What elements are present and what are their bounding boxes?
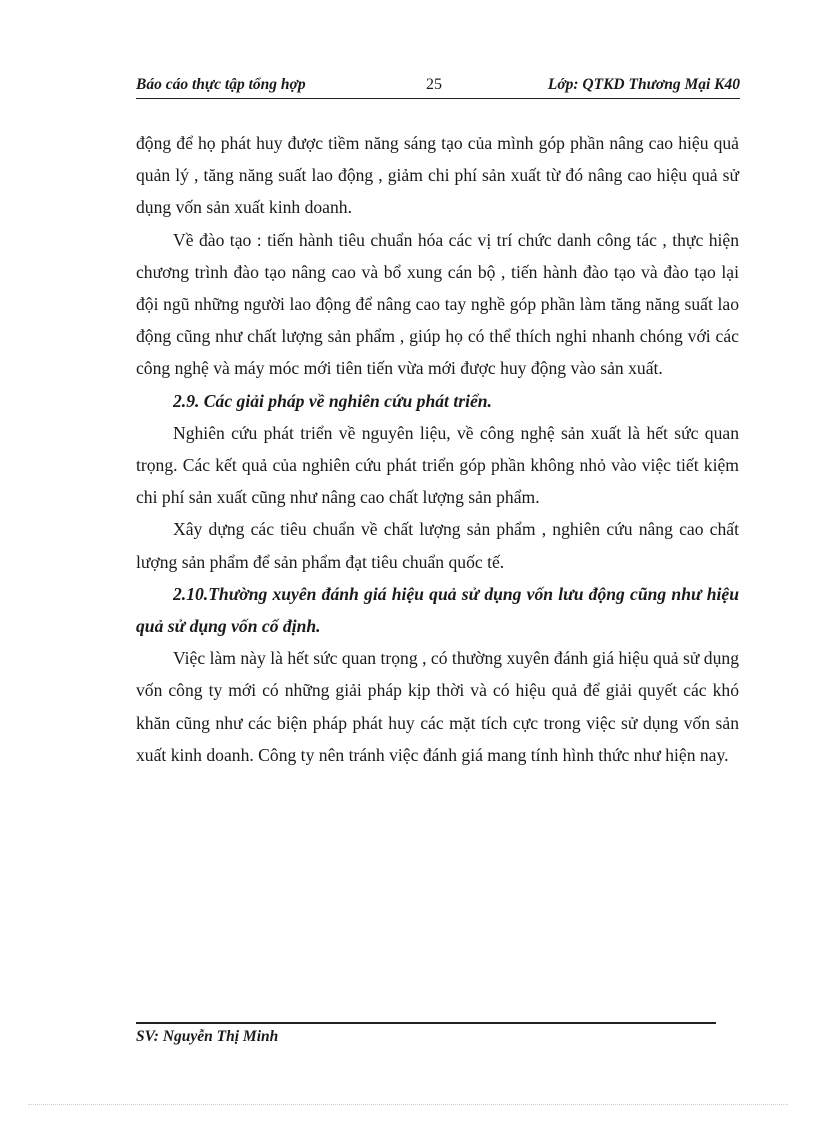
paragraph-3: Nghiên cứu phát triển về nguyên liệu, về công nghệ sản xuất là hết sức quan trọng. Các kết quả của nghiên cứu phát triển góp phần không nhỏ vào việc tiết kiệm chi phí sản xuất cũng như nâng cao chất lượng sản phẩm.	[136, 422, 739, 508]
footer-student: SV: Nguyễn Thị Minh	[136, 1028, 279, 1045]
document-body	[136, 127, 739, 771]
section-heading-2-9: 2.9. Các giải pháp về nghiên cứu phát triển.	[173, 390, 492, 411]
page-bottom-border	[28, 1104, 788, 1105]
class-label: Lớp: QTKD Thương Mại K40	[547, 76, 740, 93]
paragraph-2: Về đào tạo : tiến hành tiêu chuẩn hóa các vị trí chức danh công tác , thực hiện chương trình đào tạo nâng cao và bổ xung cán bộ , tiến hành đào tạo và đào tạo lại đội ngũ những người lao động để nâng cao tay nghề góp phần làm tăng năng suất lao động cũng như chất lượng sản phẩm , giúp họ có thể thích nghi nhanh chóng với các công nghệ và máy móc mới tiên tiến vừa mới được huy động vào sản xuất.	[136, 229, 739, 379]
paragraph-1: động để họ phát huy được tiềm năng sáng tạo của mình góp phần nâng cao hiệu quả quản lý , tăng năng suất lao động , giảm chi phí sản xuất từ đó nâng cao hiệu quả sử dụng vốn sản xuất kinh doanh.	[136, 133, 739, 218]
section-heading-2-10: 2.10.Thường xuyên đánh giá hiệu quả sử dụng vốn lưu động cũng như hiệu quả sử dụng vốn cố định.	[136, 583, 739, 637]
paragraph-5: Việc làm này là hết sức quan trọng , có thường xuyên đánh giá hiệu quả sử dụng vốn công ty mới có những giải pháp kịp thời và có hiệu quả để giải quyết các khó khăn cũng như các biện pháp phát huy các mặt tích cực trong việc sử dụng vốn sản xuất kinh doanh. Công ty nên tránh việc đánh giá mang tính hình thức như hiện nay.	[136, 648, 739, 765]
paragraph-4: Xây dựng các tiêu chuẩn về chất lượng sản phẩm , nghiên cứu nâng cao chất lượng sản phẩm để sản phẩm đạt tiêu chuẩn quốc tế.	[136, 519, 739, 572]
page-number: 25	[426, 76, 442, 93]
footer-divider	[136, 1022, 716, 1024]
report-title: Báo cáo thực tập tổng hợp	[136, 76, 306, 93]
page-header	[136, 74, 740, 99]
